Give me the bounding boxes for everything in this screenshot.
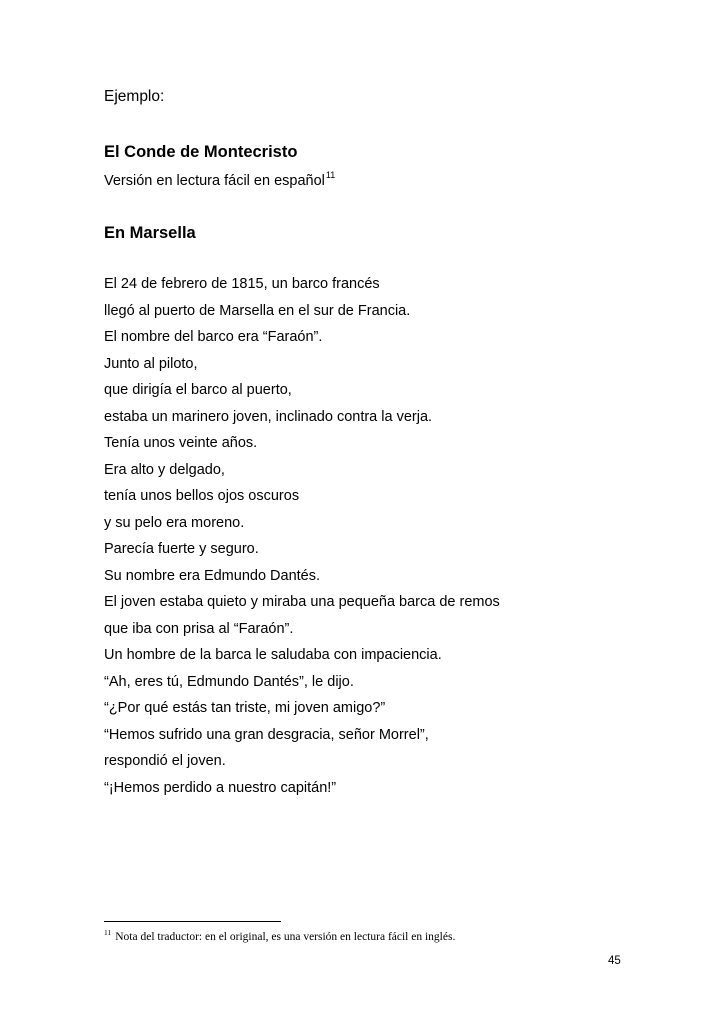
footnote [104, 928, 455, 943]
body-line: “¿Por qué estás tan triste, mi joven amigo?” [104, 700, 386, 716]
example-label: Ejemplo: [104, 88, 165, 105]
body-text [104, 276, 500, 806]
body-line: “Hemos sufrido una gran desgracia, señor Morrel”, [104, 726, 429, 743]
body-line: El joven estaba quieto y miraba una pequeña barca de remos [104, 594, 500, 610]
book-subtitle [104, 170, 335, 189]
body-line: llegó al puerto de Marsella en el sur de Francia. [104, 302, 411, 319]
body-line: tenía unos bellos ojos oscuros [104, 488, 300, 504]
body-line: y su pelo era moreno. [104, 514, 245, 531]
footnote-reference: 11 [325, 170, 336, 180]
footnote-text: Nota del traductor: en el original, es una versión en lectura fácil en inglés. [115, 931, 456, 943]
page-number: 45 [608, 955, 621, 967]
body-line: El nombre del barco era “Faraón”. [104, 329, 323, 345]
body-line: Su nombre era Edmundo Dantés. [104, 567, 321, 584]
body-line: “Ah, eres tú, Edmundo Dantés”, le dijo. [104, 673, 354, 690]
body-line: Tenía unos veinte años. [104, 435, 258, 451]
body-line: “¡Hemos perdido a nuestro capitán!” [104, 779, 337, 796]
section-title: En Marsella [104, 224, 196, 242]
body-line: Parecía fuerte y seguro. [104, 541, 259, 557]
body-line: que iba con prisa al “Faraón”. [104, 620, 294, 637]
body-line: que dirigía el barco al puerto, [104, 382, 292, 398]
body-line: Junto al piloto, [104, 355, 198, 372]
body-line: Era alto y delgado, [104, 461, 225, 478]
body-line: El 24 de febrero de 1815, un barco francés [104, 276, 380, 292]
footnote-number: 11 [104, 928, 112, 937]
body-line: estaba un marinero joven, inclinado contra la verja. [104, 408, 433, 425]
subtitle-text: Versión en lectura fácil en español [104, 173, 325, 189]
body-line: respondió el joven. [104, 753, 226, 769]
body-line: Un hombre de la barca le saludaba con impaciencia. [104, 647, 442, 663]
footnote-divider [104, 921, 281, 922]
book-title: El Conde de Montecristo [104, 143, 298, 161]
